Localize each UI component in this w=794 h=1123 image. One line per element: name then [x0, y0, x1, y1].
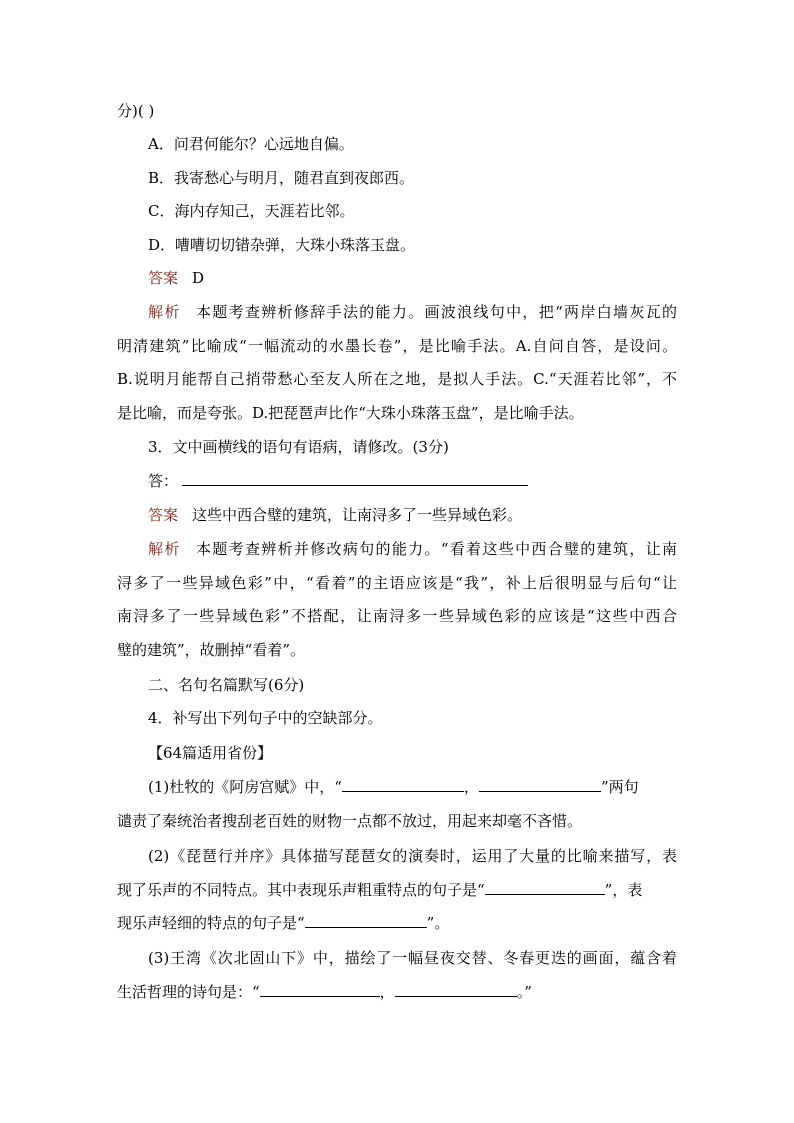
q4-item-3-line-1: (3)王湾《次北固山下》中，描绘了一幅昼夜交替、冬春更迭的画面，蕴含着 [148, 949, 677, 967]
answer-blank[interactable] [182, 471, 528, 486]
q4-item-2-line-3 [117, 913, 677, 933]
q4-item-3-line-2 [117, 982, 677, 1002]
option-c: C．海内存知己，天涯若比邻。 [148, 202, 355, 220]
q4-item-2-text-c: 现乐声轻细的特点的句子是“ [117, 914, 305, 932]
q4-item-1-text-b: ”两句 [600, 778, 639, 796]
q3-analysis-line-1 [148, 539, 677, 559]
q2-analysis-line-4: 是比喻，而是夸张。D.把琵琶声比作“大珠小珠落玉盘”，是比喻手法。 [117, 404, 584, 422]
answer-label: 答案 [148, 506, 179, 524]
q4-item-3-comma: ， [379, 983, 395, 1001]
q3-stem: 3．文中画横线的语句有语病，请修改。(3分) [148, 438, 449, 456]
q4-item-1-text-a: (1)杜牧的《阿房宫赋》中，“ [148, 778, 342, 796]
q4-stem: 4．补写出下列句子中的空缺部分。 [148, 709, 383, 727]
q2-analysis-text-1: 本题考查辨析修辞手法的能力。画波浪线句中，把“两岸白墙灰瓦的 [194, 303, 677, 321]
q4-item-3-text-b: 。” [516, 983, 532, 1001]
option-b: B．我寄愁心与明月，随君直到夜郎西。 [148, 169, 415, 187]
reply-label: 答： [148, 472, 179, 490]
q2-answer: D [192, 269, 205, 287]
q4-item-1-comma: ， [463, 778, 479, 796]
fill-blank[interactable] [342, 777, 464, 792]
fill-blank[interactable] [395, 982, 517, 997]
analysis-label: 解析 [148, 540, 181, 558]
q3-answer-row [148, 505, 708, 525]
q2-analysis-line-1 [148, 302, 677, 322]
q4-item-2-text-a: 现了乐声的不同特点。其中表现乐声粗重特点的句子是“ [117, 881, 485, 899]
q4-item-2-text-b: ”，表 [604, 881, 643, 899]
analysis-label: 解析 [148, 303, 181, 321]
q3-analysis-line-4: 璧的建筑”，故删掉“看着”。 [117, 641, 306, 659]
q4-item-1-line-1 [148, 777, 708, 797]
q3-analysis-line-2: 浔多了一些异域色彩”中，“看着”的主语应该是“我”，补上后很明显与后句“让 [117, 574, 677, 592]
q4-item-2-line-2 [117, 880, 677, 900]
q4-item-1-line-2: 谴责了秦统治者搜刮老百姓的财物一点都不放过，用起来却毫不吝惜。 [117, 812, 583, 830]
fill-blank[interactable] [305, 913, 427, 928]
q2-analysis-line-3: B.说明月能帮自己捎带愁心至友人所在之地，是拟人手法。C.“天涯若比邻”，不 [117, 370, 677, 388]
province-tag: 【64篇适用省份】 [148, 744, 273, 762]
q4-item-2-text-d: ”。 [426, 914, 450, 932]
q4-item-3-text-a: 生活哲理的诗句是：“ [117, 983, 260, 1001]
fill-blank[interactable] [260, 982, 380, 997]
question-tail: 分)( ) [117, 102, 155, 120]
fill-blank[interactable] [479, 777, 601, 792]
q3-analysis-line-3: 南浔多了一些异域色彩”不搭配，让南浔多一些异域色彩的应该是“这些中西合 [117, 607, 677, 625]
answer-label: 答案 [148, 269, 179, 287]
fill-blank[interactable] [485, 880, 605, 895]
q2-analysis-line-2: 明清建筑”比喻成“一幅流动的水墨长卷”，是比喻手法。A.自问自答，是设问。 [117, 337, 677, 355]
q3-analysis-text-1: 本题考查辨析并修改病句的能力。“看着这些中西合璧的建筑，让南 [194, 540, 677, 558]
q3-answer: 这些中西合璧的建筑，让南浔多了一些异域色彩。 [192, 506, 523, 524]
section-heading: 二、名句名篇默写(6分) [148, 676, 305, 694]
q2-answer-row [148, 268, 708, 288]
q3-answer-line [148, 471, 708, 491]
option-d: D．嘈嘈切切错杂弹，大珠小珠落玉盘。 [148, 236, 416, 254]
option-a: A．问君何能尔？心远地自偏。 [148, 135, 354, 153]
q4-item-2-line-1: (2)《琵琶行并序》具体描写琵琶女的演奏时，运用了大量的比喻来描写，表 [148, 847, 677, 865]
